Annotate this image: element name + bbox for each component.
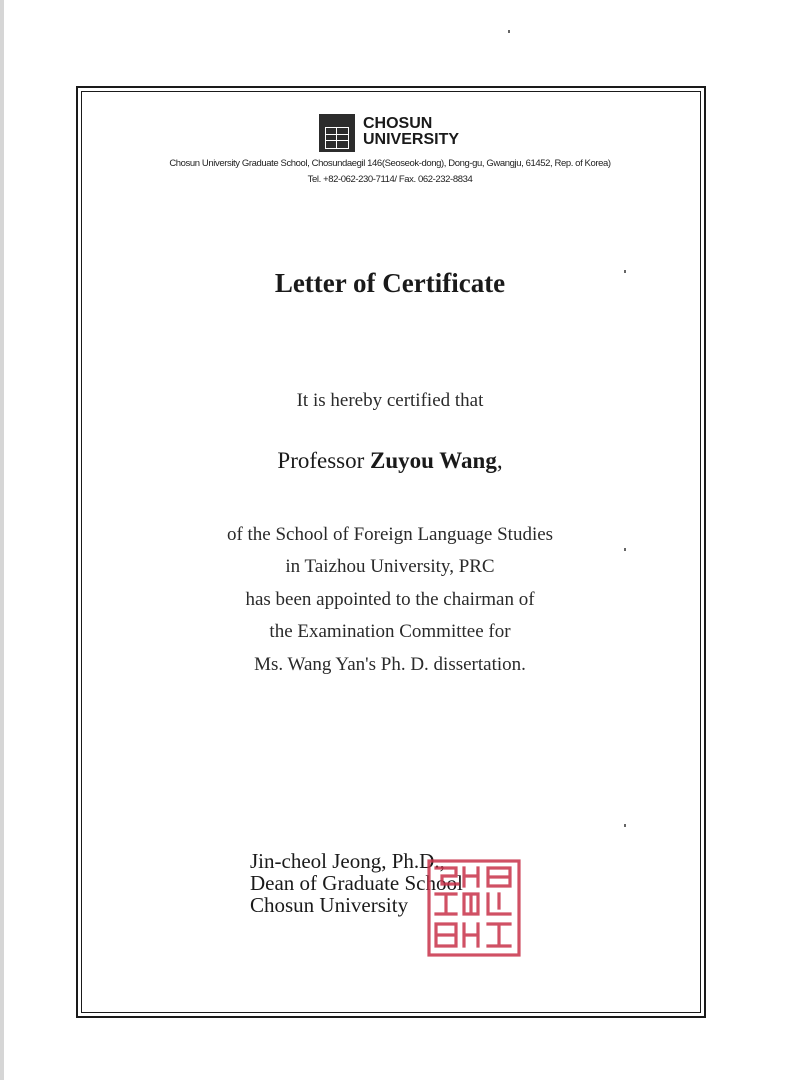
- signatory-name: Jin-cheol Jeong, Ph.D.,: [250, 849, 445, 873]
- honoree-name: Zuyou Wang: [370, 448, 497, 473]
- signature-block: [250, 850, 570, 916]
- body-line: Ms. Wang Yan's Ph. D. dissertation.: [254, 653, 526, 675]
- document-title: Letter of Certificate: [274, 268, 506, 298]
- university-logo: [319, 112, 489, 154]
- honoree-suffix: ,: [496, 448, 503, 473]
- honorific: Professor: [277, 448, 365, 473]
- page-edge-shadow: [0, 0, 4, 1080]
- honoree-line: [140, 448, 640, 474]
- logo-wordmark: [363, 116, 459, 148]
- contact-line: Tel. +82-062-230-7114/ Fax. 062-232-8834: [307, 174, 473, 185]
- official-seal-stamp: [426, 858, 522, 958]
- signatory-institution: Chosun University: [250, 893, 409, 917]
- certificate-body: [140, 519, 640, 681]
- body-line: the Examination Committee for: [269, 621, 511, 643]
- logo-text-line1: CHOSUN: [363, 115, 433, 132]
- scan-speck: [508, 30, 510, 33]
- address-line: Chosun University Graduate School, Chosundaegil 146(Seoseok-dong), Dong-gu, Gwangju, 61452, Rep. of Korea): [169, 158, 611, 169]
- certification-intro: It is hereby certified that: [296, 390, 484, 411]
- body-line: of the School of Foreign Language Studies: [226, 524, 554, 545]
- body-line: in Taizhou University, PRC: [285, 556, 495, 578]
- signatory-position: Dean of Graduate School: [250, 871, 463, 895]
- logo-text-line2: UNIVERSITY: [363, 131, 460, 148]
- body-line: has been appointed to the chairman of: [245, 588, 535, 610]
- university-emblem-icon: [319, 114, 355, 152]
